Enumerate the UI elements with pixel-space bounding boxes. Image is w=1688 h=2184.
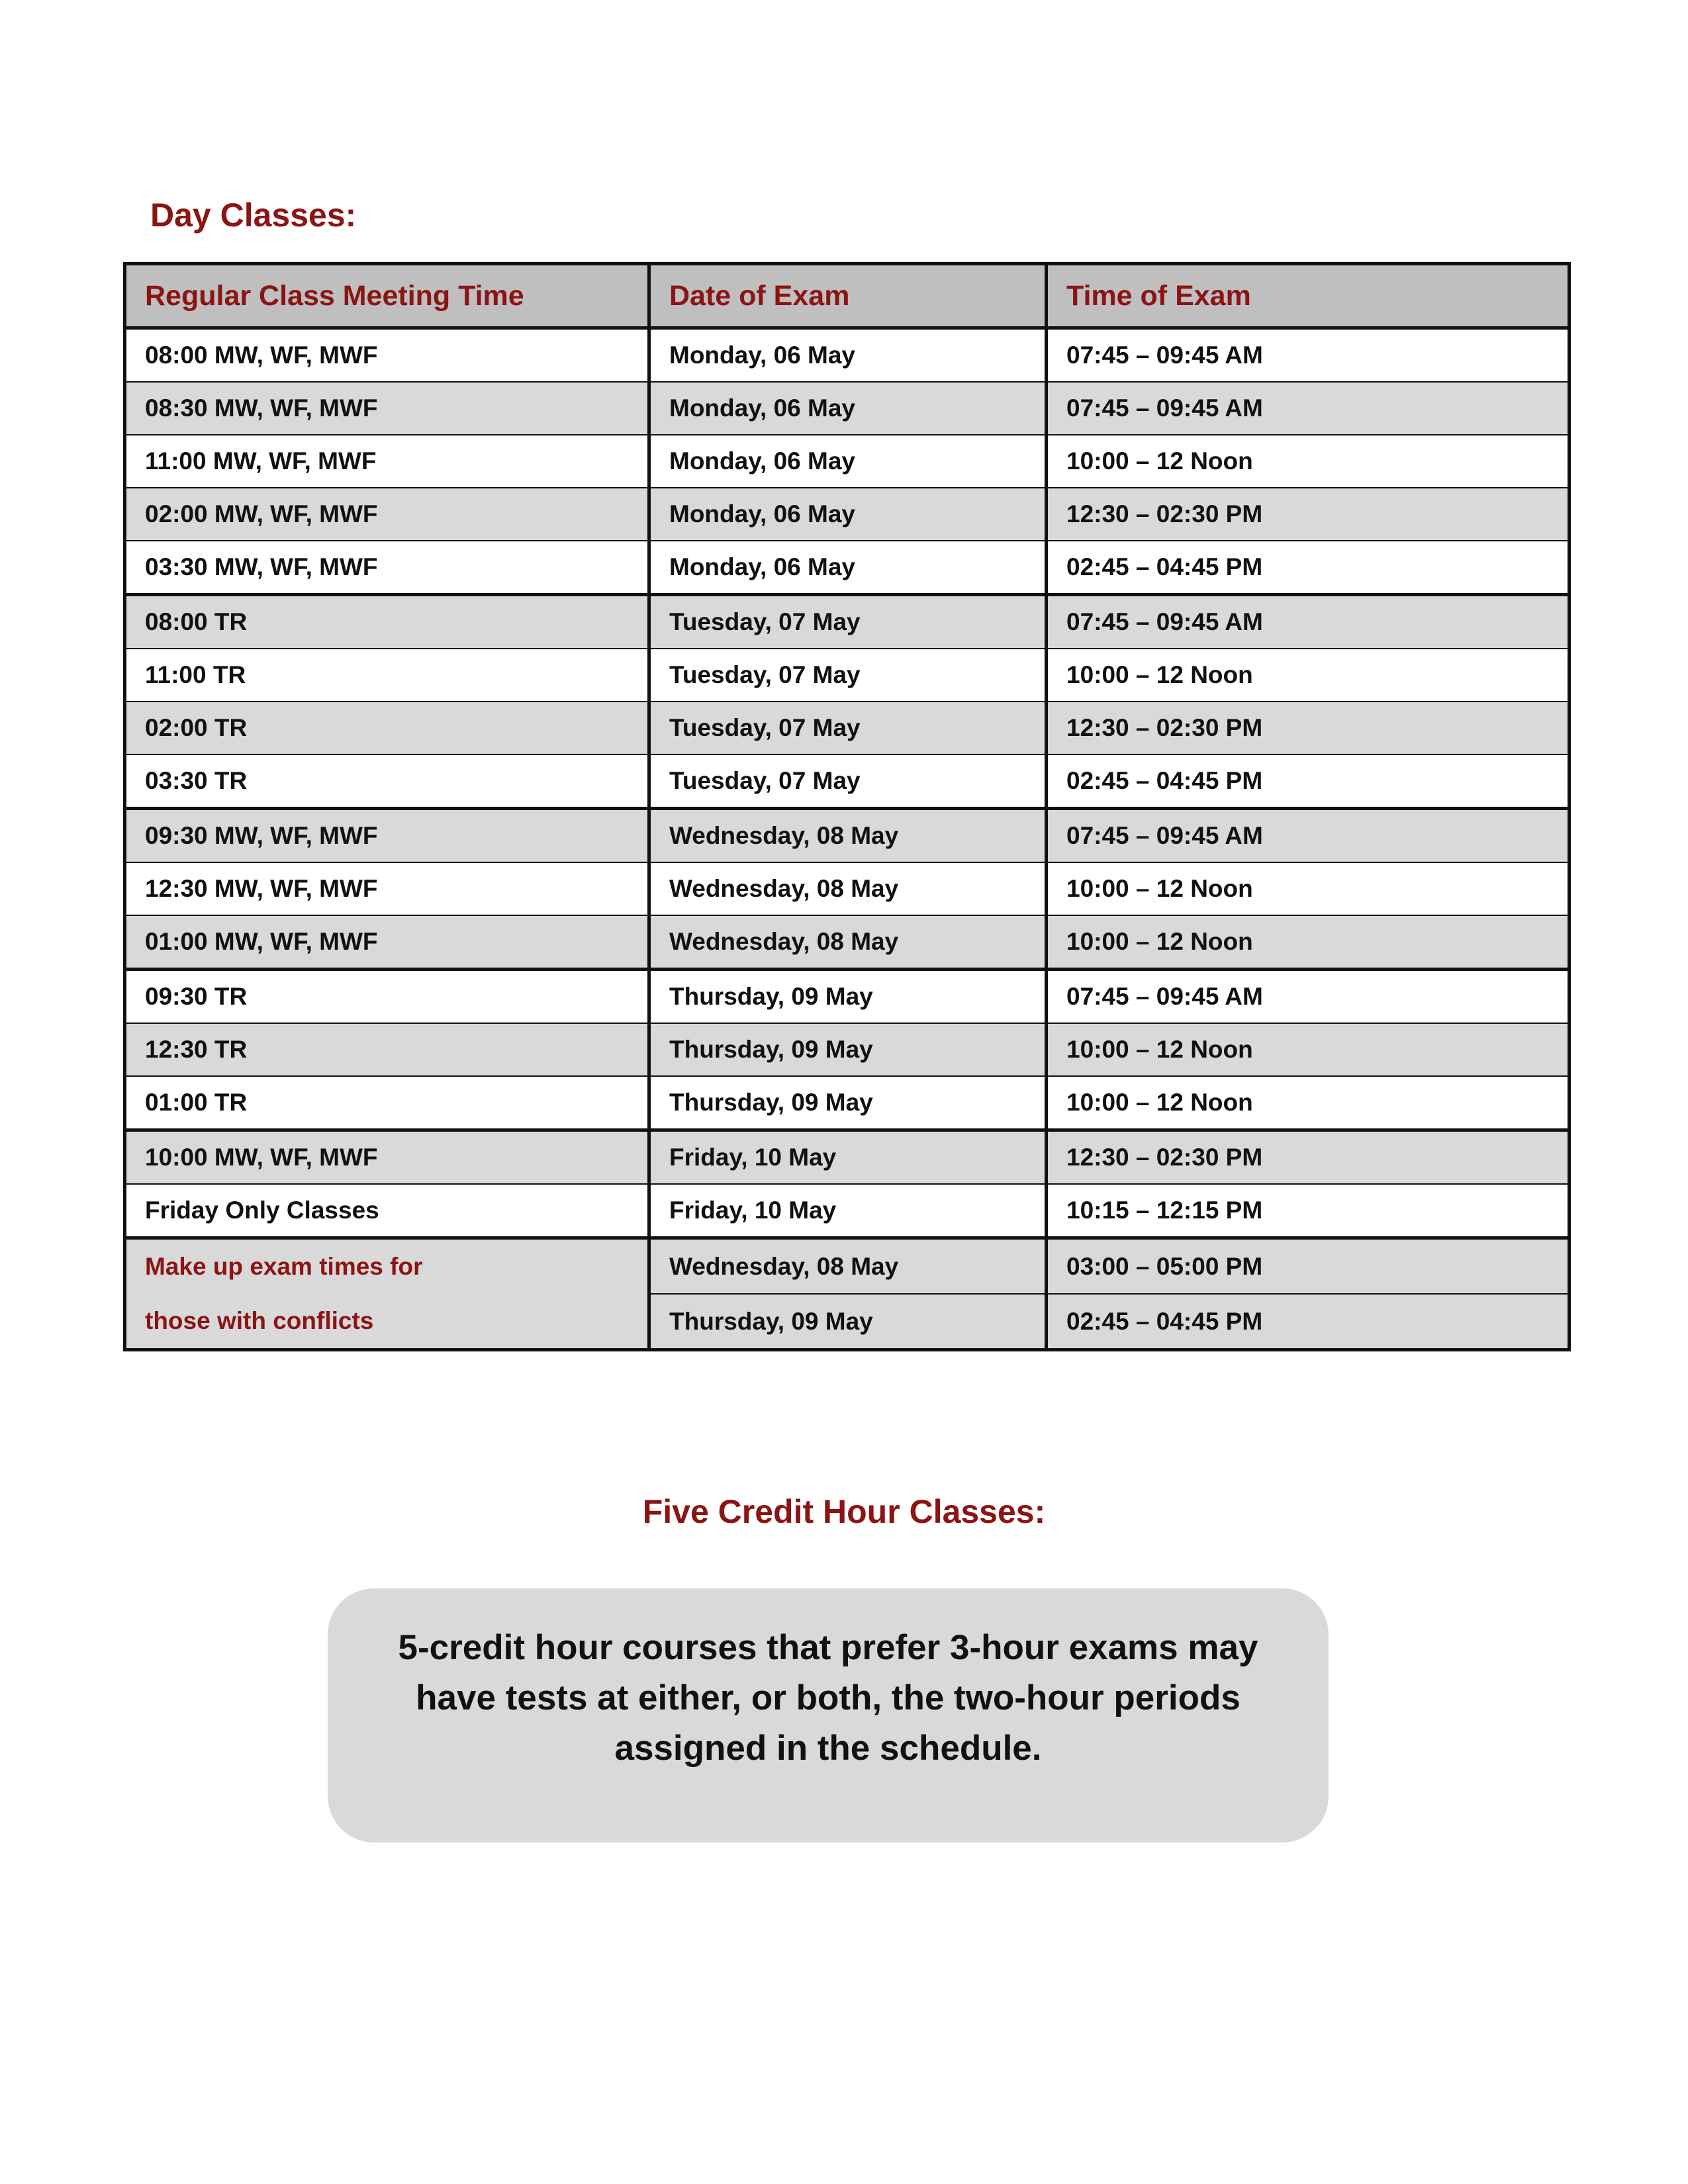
meeting-time-cell: 03:30 MW, WF, MWF xyxy=(125,541,649,595)
meeting-time-cell: 11:00 TR xyxy=(125,649,649,702)
exam-time-cell: 12:30 – 02:30 PM xyxy=(1047,488,1570,541)
five-credit-note-box xyxy=(328,1588,1329,1843)
meeting-time-cell: 11:00 MW, WF, MWF xyxy=(125,435,649,488)
exam-time-cell: 02:45 – 04:45 PM xyxy=(1047,1294,1570,1350)
exam-time-cell: 10:00 – 12 Noon xyxy=(1047,1023,1570,1076)
makeup-row xyxy=(125,1238,1570,1295)
meeting-time-cell: 08:30 MW, WF, MWF xyxy=(125,382,649,435)
column-header-meeting-time: Regular Class Meeting Time xyxy=(125,264,649,328)
exam-date-cell: Thursday, 09 May xyxy=(649,1294,1047,1350)
exam-time-cell: 10:00 – 12 Noon xyxy=(1047,649,1570,702)
exam-date-cell: Friday, 10 May xyxy=(649,1184,1047,1238)
table-row xyxy=(125,1130,1570,1185)
makeup-label-line: Make up exam times for xyxy=(145,1253,423,1280)
exam-date-cell: Friday, 10 May xyxy=(649,1130,1047,1185)
meeting-time-cell: 09:30 MW, WF, MWF xyxy=(125,809,649,863)
exam-date-cell: Thursday, 09 May xyxy=(649,1023,1047,1076)
exam-date-cell: Tuesday, 07 May xyxy=(649,649,1047,702)
exam-date-cell: Monday, 06 May xyxy=(649,382,1047,435)
exam-time-cell: 07:45 – 09:45 AM xyxy=(1047,595,1570,649)
meeting-time-cell: 01:00 MW, WF, MWF xyxy=(125,915,649,970)
meeting-time-cell: 10:00 MW, WF, MWF xyxy=(125,1130,649,1185)
five-credit-heading: Five Credit Hour Classes: xyxy=(642,1493,1046,1530)
exam-schedule-table xyxy=(123,262,1571,1351)
exam-date-cell: Monday, 06 May xyxy=(649,541,1047,595)
meeting-time-cell: 02:00 TR xyxy=(125,702,649,754)
exam-date-cell: Tuesday, 07 May xyxy=(649,754,1047,809)
table-row xyxy=(125,702,1570,754)
meeting-time-cell: 02:00 MW, WF, MWF xyxy=(125,488,649,541)
meeting-time-cell: 12:30 TR xyxy=(125,1023,649,1076)
exam-date-cell: Wednesday, 08 May xyxy=(649,1238,1047,1295)
table-row xyxy=(125,541,1570,595)
meeting-time-cell: 08:00 MW, WF, MWF xyxy=(125,328,649,383)
column-header-exam-time: Time of Exam xyxy=(1047,264,1570,328)
exam-time-cell: 03:00 – 05:00 PM xyxy=(1047,1238,1570,1295)
exam-time-cell: 10:00 – 12 Noon xyxy=(1047,915,1570,970)
table-row xyxy=(125,970,1570,1024)
exam-date-cell: Thursday, 09 May xyxy=(649,1076,1047,1130)
table-header-row xyxy=(125,264,1570,328)
exam-date-cell: Tuesday, 07 May xyxy=(649,702,1047,754)
meeting-time-cell: 09:30 TR xyxy=(125,970,649,1024)
table-row xyxy=(125,754,1570,809)
table-row xyxy=(125,809,1570,863)
exam-time-cell: 07:45 – 09:45 AM xyxy=(1047,970,1570,1024)
exam-date-cell: Wednesday, 08 May xyxy=(649,862,1047,915)
exam-date-cell: Tuesday, 07 May xyxy=(649,595,1047,649)
exam-time-cell: 02:45 – 04:45 PM xyxy=(1047,541,1570,595)
table-row xyxy=(125,435,1570,488)
exam-date-cell: Monday, 06 May xyxy=(649,435,1047,488)
exam-time-cell: 07:45 – 09:45 AM xyxy=(1047,328,1570,383)
makeup-label-cell xyxy=(125,1238,649,1350)
table-row xyxy=(125,595,1570,649)
table-row xyxy=(125,1076,1570,1130)
exam-date-cell: Thursday, 09 May xyxy=(649,970,1047,1024)
table-row xyxy=(125,649,1570,702)
exam-date-cell: Monday, 06 May xyxy=(649,488,1047,541)
table-row xyxy=(125,915,1570,970)
table-row xyxy=(125,328,1570,383)
note-line: assigned in the schedule. xyxy=(614,1729,1042,1768)
exam-time-cell: 12:30 – 02:30 PM xyxy=(1047,1130,1570,1185)
makeup-label-line: those with conflicts xyxy=(145,1307,374,1334)
table-row xyxy=(125,1184,1570,1238)
table-row xyxy=(125,488,1570,541)
table-row xyxy=(125,862,1570,915)
exam-time-cell: 12:30 – 02:30 PM xyxy=(1047,702,1570,754)
exam-time-cell: 07:45 – 09:45 AM xyxy=(1047,809,1570,863)
meeting-time-cell: 03:30 TR xyxy=(125,754,649,809)
day-classes-heading: Day Classes: xyxy=(150,197,357,234)
exam-time-cell: 10:00 – 12 Noon xyxy=(1047,1076,1570,1130)
table-row xyxy=(125,382,1570,435)
exam-time-cell: 07:45 – 09:45 AM xyxy=(1047,382,1570,435)
meeting-time-cell: Friday Only Classes xyxy=(125,1184,649,1238)
meeting-time-cell: 12:30 MW, WF, MWF xyxy=(125,862,649,915)
note-line: have tests at either, or both, the two-hour periods xyxy=(416,1678,1241,1717)
exam-date-cell: Wednesday, 08 May xyxy=(649,809,1047,863)
exam-time-cell: 10:15 – 12:15 PM xyxy=(1047,1184,1570,1238)
meeting-time-cell: 01:00 TR xyxy=(125,1076,649,1130)
meeting-time-cell: 08:00 TR xyxy=(125,595,649,649)
exam-date-cell: Wednesday, 08 May xyxy=(649,915,1047,970)
exam-time-cell: 02:45 – 04:45 PM xyxy=(1047,754,1570,809)
exam-time-cell: 10:00 – 12 Noon xyxy=(1047,862,1570,915)
column-header-exam-date: Date of Exam xyxy=(649,264,1047,328)
table-row xyxy=(125,1023,1570,1076)
exam-date-cell: Monday, 06 May xyxy=(649,328,1047,383)
exam-time-cell: 10:00 – 12 Noon xyxy=(1047,435,1570,488)
note-line: 5-credit hour courses that prefer 3-hour exams may xyxy=(398,1628,1258,1667)
